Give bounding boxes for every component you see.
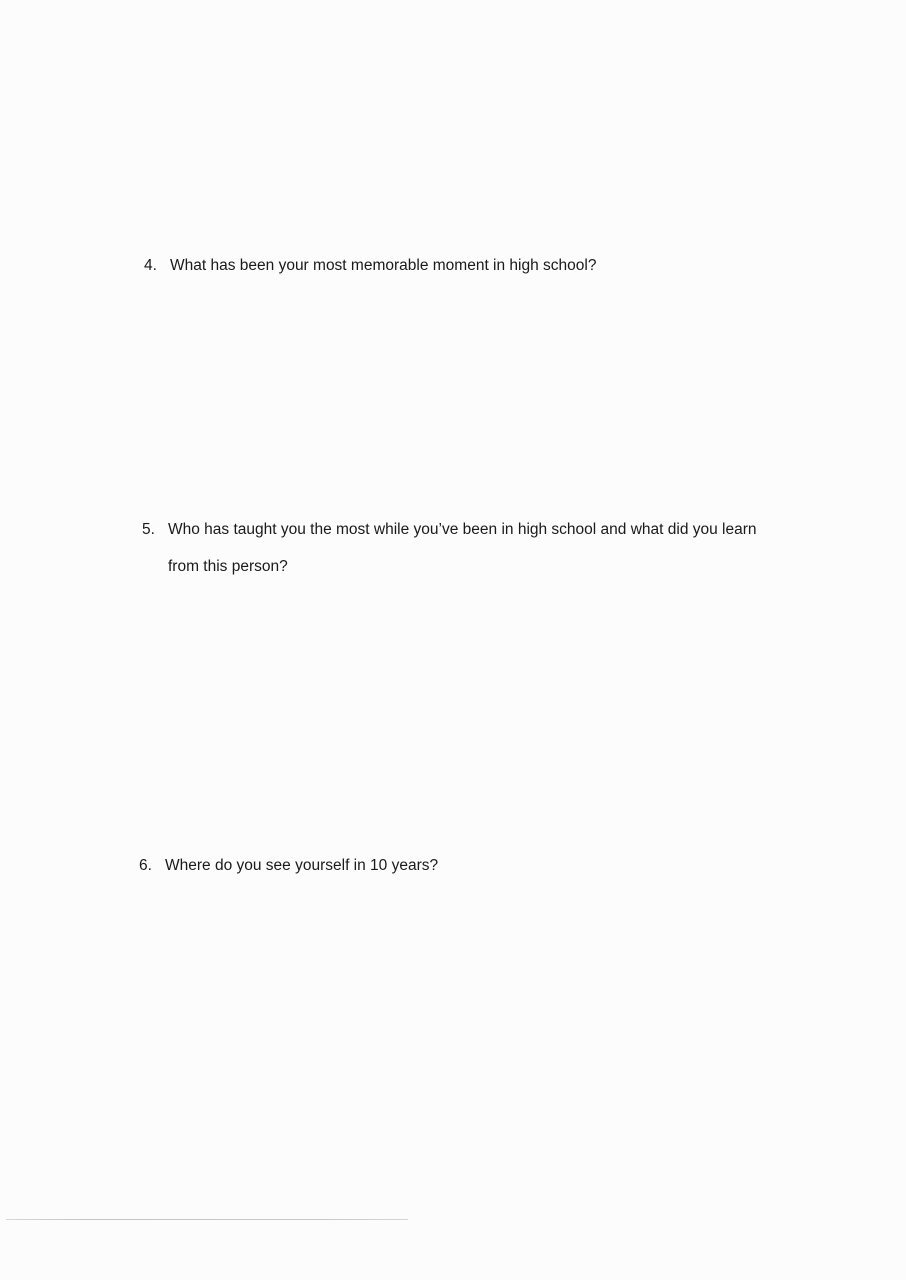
question-4 [144, 247, 596, 284]
question-6 [139, 847, 438, 884]
question-number: 6. [139, 857, 152, 874]
question-text: Who has taught you the most while you’ve been in high school and what did you learn [168, 521, 757, 538]
question-5 [142, 511, 757, 585]
question-number: 5. [142, 521, 155, 538]
question-number: 4. [144, 257, 157, 274]
question-text: What has been your most memorable moment in high school? [170, 257, 597, 274]
question-text-continued: from this person? [168, 558, 288, 575]
question-text: Where do you see yourself in 10 years? [165, 857, 439, 874]
scan-edge-line [6, 1219, 408, 1220]
